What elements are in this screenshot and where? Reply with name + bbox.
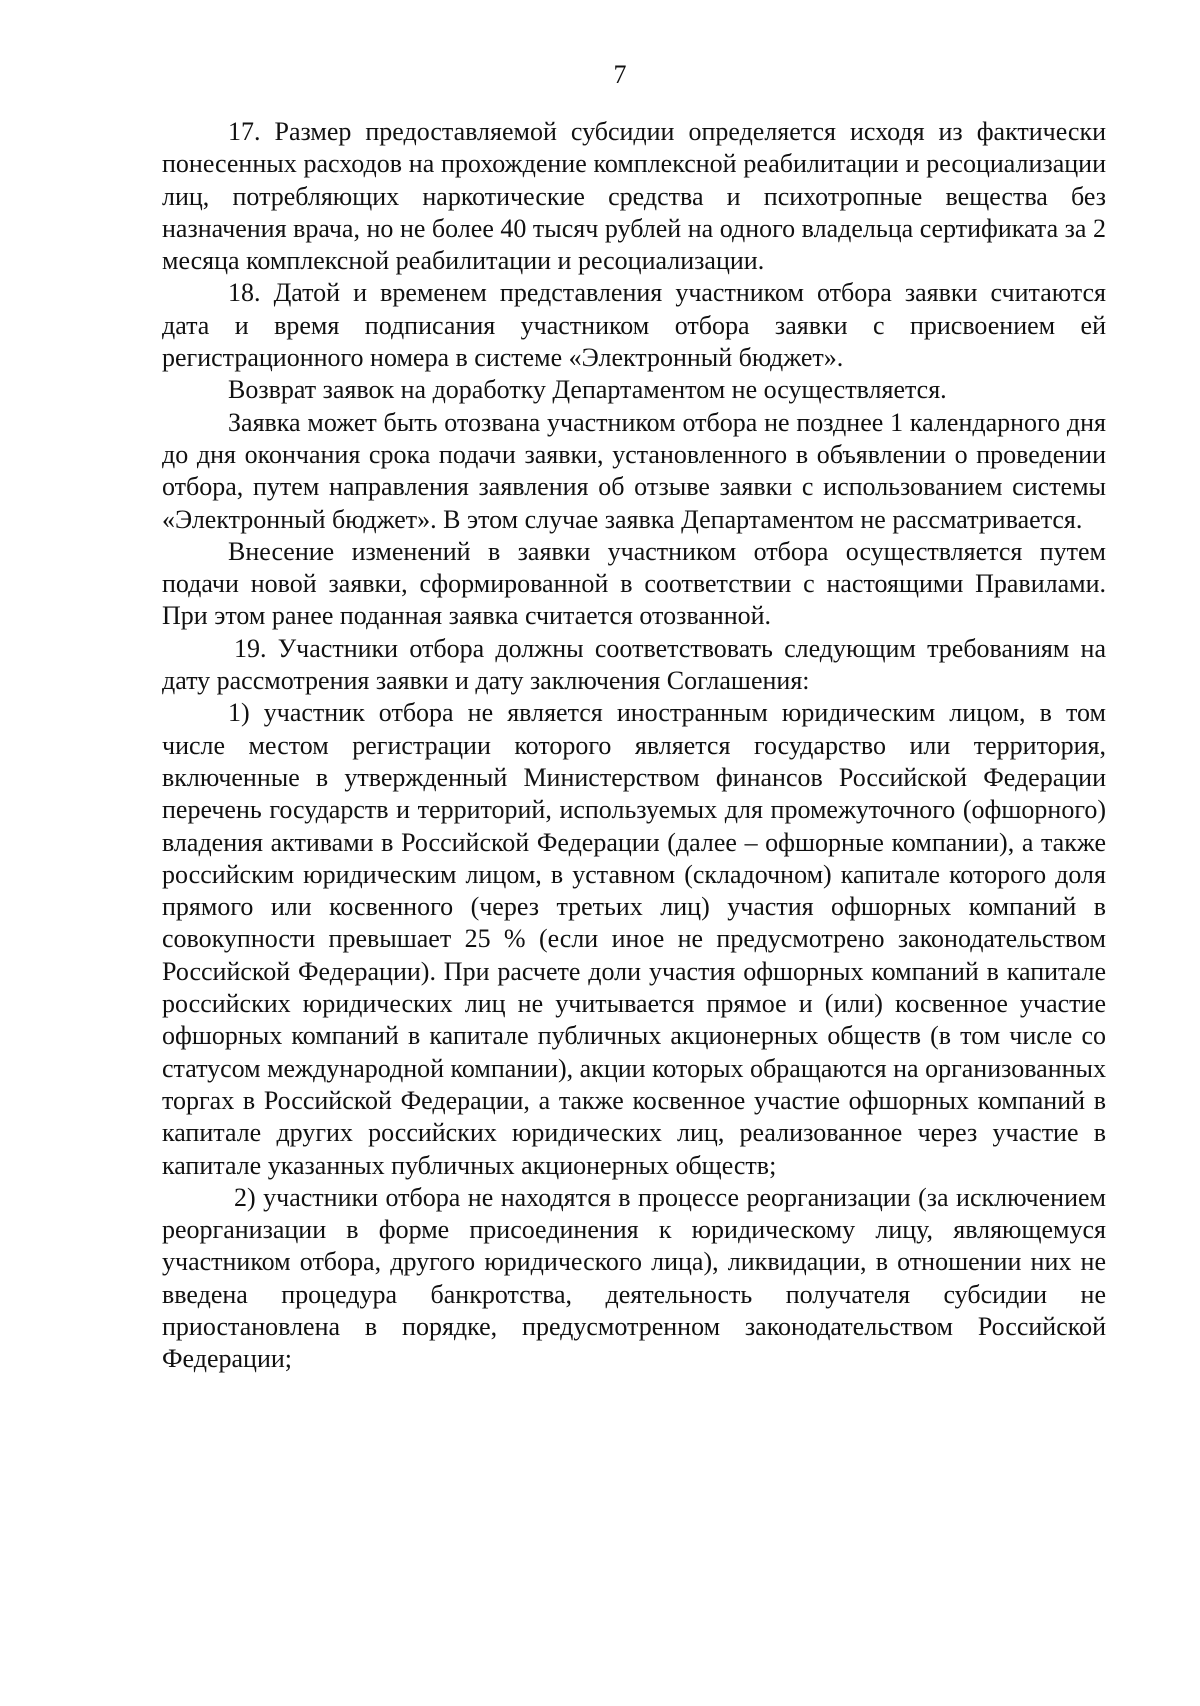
paragraph-18-application-date: 18. Датой и временем представления участником отбора заявки считаются дата и время подписания участником отбора заявки с присвоением ей регистрационного номера в системе «Электронный бюджет». bbox=[162, 278, 1106, 373]
paragraph-application-withdrawal: Заявка может быть отозвана участником отбора не позднее 1 календарного дня до дня окончания срока подачи заявки, установленного в объявлении о проведении отбора, путем направления заявления об отзыве заявки с использованием системы «Электронный бюджет». В этом случае заявка Департаментом не рассматривается. bbox=[162, 407, 1106, 534]
paragraph-application-changes: Внесение изменений в заявки участником отбора осуществляется путем подачи новой заявки, сформированной в соответствии с настоящими Правилами. При этом ранее поданная заявка считается отозванной. bbox=[162, 536, 1106, 631]
paragraph-17-subsidy-size: 17. Размер предоставляемой субсидии определяется исходя из фактически понесенных расходов на прохождение комплексной реабилитации и ресоциализации лиц, потребляющих наркотические средства и психотропные вещества без назначения врача, но не более 40 тысяч рублей на одного владельца сертификата за 2 месяца комплексной реабилитации и ресоциализации. bbox=[162, 117, 1106, 276]
document-body bbox=[162, 116, 1106, 1376]
list-item-1-offshore: 1) участник отбора не является иностранным юридическим лицом, в том числе местом регистрации которого является государство или территория, включенные в утвержденный Министерством финансов Российской Федерации перечень государств и территорий, используемых для промежуточного (офшорного) владения активами в Российской Федерации (далее – офшорные компании), а также российским юридическим лицом, в уставном (складочном) капитале которого доля прямого или косвенного (через третьих лиц) участия офшорных компаний в совокупности превышает 25 % (если иное не предусмотрено законодательством Российской Федерации). При расчете доли участия офшорных компаний в капитале российских юридических лиц не учитывается прямое и (или) косвенное участие офшорных компаний в капитале публичных акционерных обществ (в том числе со статусом международной компании), акции которых обращаются на организованных торгах в Российской Федерации, а также косвенное участие офшорных компаний в капитале других российских юридических лиц, реализованное через участие в капитале указанных публичных акционерных обществ; bbox=[162, 698, 1107, 1180]
paragraph-19-requirements: 19. Участники отбора должны соответствовать следующим требованиям на дату рассмотрения заявки и дату заключения Соглашения: bbox=[162, 633, 1106, 696]
page-number: 7 bbox=[613, 60, 627, 89]
list-item-2-reorganization: 2) участники отбора не находятся в процессе реорганизации (за исключением реорганизации в форме присоединения к юридическому лицу, являющемуся участником отбора, другого юридического лица), ликвидации, в отношении них не введена процедура банкротства, деятельность получателя субсидии не приостановлена в порядке, предусмотренном законодательством Российской Федерации; bbox=[162, 1182, 1106, 1374]
paragraph-no-return-for-revision: Возврат заявок на доработку Департаментом не осуществляется. bbox=[228, 375, 947, 405]
